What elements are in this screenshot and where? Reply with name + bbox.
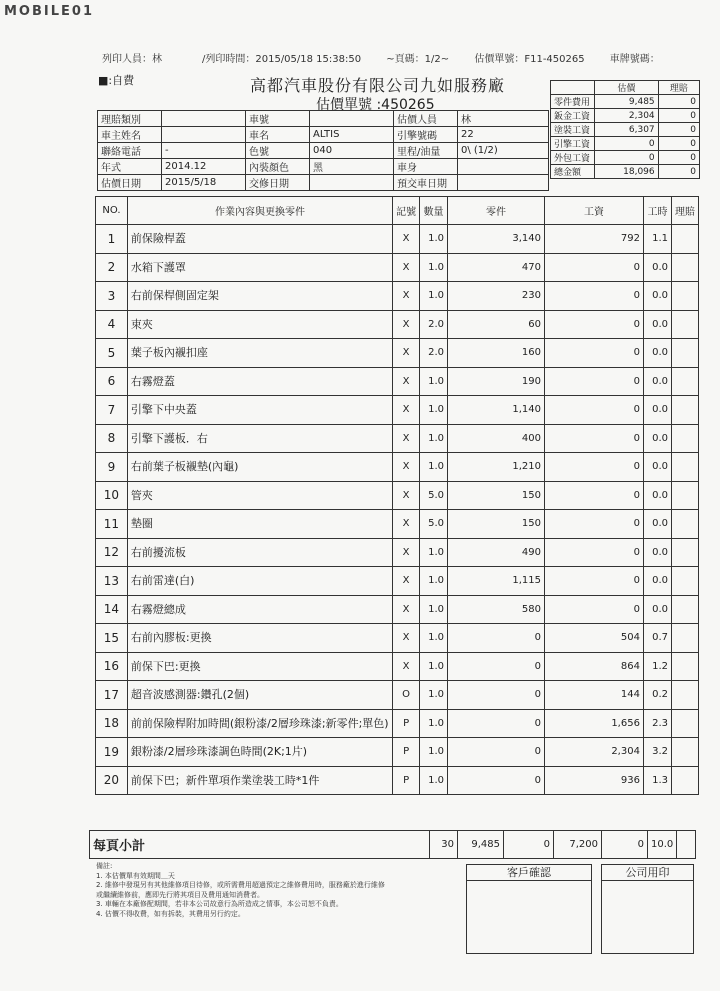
row-labor: 0 [545,282,644,311]
row-labor: 936 [545,766,644,795]
summary-header-estimate: 估價 [595,81,659,95]
row-hours: 0.0 [643,510,671,539]
table-row [96,567,699,596]
row-labor: 0 [545,481,644,510]
row-item: 前保下巴:更換 [127,652,392,681]
row-parts: 150 [448,481,545,510]
table-row [96,738,699,767]
company-stamp-box [601,864,694,954]
subtotal-parts: 9,485 [458,831,504,859]
summary-estimate: 9,485 [595,95,659,109]
row-no: 1 [96,225,128,254]
row-parts: 400 [448,424,545,453]
watermark-logo: MOBILE01 [4,4,94,19]
row-parts: 3,140 [448,225,545,254]
row-labor: 0 [545,424,644,453]
row-mark: X [393,339,420,368]
info-value: 2015/5/18 [162,175,246,191]
table-row [96,624,699,653]
row-claim [672,424,699,453]
row-parts: 1,140 [448,396,545,425]
col-header-parts: 零件 [448,197,545,225]
row-qty: 1.0 [420,538,448,567]
row-no: 9 [96,453,128,482]
row-qty: 1.0 [420,709,448,738]
table-row [96,367,699,396]
row-mark: P [393,709,420,738]
row-item: 墊圈 [127,510,392,539]
estimate-number-top: 估價單號：F11-450265 [474,54,585,65]
row-labor: 0 [545,253,644,282]
row-item: 右霧燈蓋 [127,367,392,396]
row-hours: 2.3 [643,709,671,738]
subtotal-parts-claim: 0 [504,831,554,859]
row-claim [672,510,699,539]
row-mark: X [393,481,420,510]
summary-claim: 0 [658,137,699,151]
info-value: 林 [458,111,549,127]
row-item: 銀粉漆/2層珍珠漆調色時間(2K;1片) [127,738,392,767]
row-claim [672,652,699,681]
row-qty: 1.0 [420,225,448,254]
row-qty: 1.0 [420,595,448,624]
row-parts: 0 [448,738,545,767]
row-qty: 1.0 [420,253,448,282]
row-claim [672,339,699,368]
table-row [96,766,699,795]
row-claim [672,624,699,653]
row-qty: 1.0 [420,453,448,482]
page-number: ~頁碼：1/2~ [386,54,450,65]
summary-header-claim: 理賠 [658,81,699,95]
cost-summary-table [550,80,700,179]
table-row [96,510,699,539]
row-item: 右前保桿側固定架 [127,282,392,311]
plate-number-label: 車牌號碼： [609,54,660,65]
row-parts: 0 [448,709,545,738]
table-row [96,481,699,510]
row-claim [672,367,699,396]
info-value [458,159,549,175]
row-parts: 1,115 [448,567,545,596]
table-row [96,595,699,624]
row-parts: 1,210 [448,453,545,482]
row-item: 右前雷達(白) [127,567,392,596]
subtotal-labor-claim: 0 [602,831,648,859]
table-row [96,652,699,681]
info-label: 車身 [394,159,458,175]
info-label: 里程/油量 [394,143,458,159]
customer-confirm-label: 客戶確認 [467,865,591,881]
row-labor: 0 [545,510,644,539]
info-label: 年式 [98,159,162,175]
printer-label: 列印人員：林 [102,54,162,65]
row-hours: 0.0 [643,453,671,482]
row-no: 10 [96,481,128,510]
row-parts: 0 [448,681,545,710]
row-qty: 1.0 [420,652,448,681]
subtotal-qty: 30 [430,831,458,859]
row-no: 17 [96,681,128,710]
row-claim [672,681,699,710]
row-qty: 1.0 [420,567,448,596]
row-no: 13 [96,567,128,596]
summary-claim: 0 [658,123,699,137]
row-qty: 2.0 [420,339,448,368]
self-pay-label: ■:自費 [98,74,135,87]
summary-label: 總金額 [551,165,595,179]
row-no: 19 [96,738,128,767]
info-label: 色號 [246,143,310,159]
table-row [96,709,699,738]
info-label: 預交車日期 [394,175,458,191]
row-no: 5 [96,339,128,368]
info-label: 車號 [246,111,310,127]
row-parts: 470 [448,253,545,282]
summary-estimate: 18,096 [595,165,659,179]
row-parts: 580 [448,595,545,624]
print-info-line [102,50,682,65]
info-value: 黑 [310,159,394,175]
row-parts: 160 [448,339,545,368]
info-label: 估價人員 [394,111,458,127]
col-header-item: 作業內容與更換零件 [127,197,392,225]
summary-claim: 0 [658,95,699,109]
row-hours: 0.0 [643,396,671,425]
row-claim [672,396,699,425]
row-qty: 1.0 [420,367,448,396]
row-labor: 0 [545,339,644,368]
summary-claim: 0 [658,109,699,123]
row-claim [672,766,699,795]
row-labor: 1,656 [545,709,644,738]
summary-claim: 0 [658,151,699,165]
table-row [96,225,699,254]
row-qty: 1.0 [420,738,448,767]
row-claim [672,567,699,596]
info-value [162,111,246,127]
row-no: 12 [96,538,128,567]
row-no: 7 [96,396,128,425]
row-parts: 190 [448,367,545,396]
row-hours: 1.3 [643,766,671,795]
info-label: 車名 [246,127,310,143]
row-qty: 1.0 [420,424,448,453]
row-labor: 0 [545,538,644,567]
row-item: 前前保險桿附加時間(銀粉漆/2層珍珠漆;新零件;單色) [127,709,392,738]
row-claim [672,310,699,339]
row-mark: X [393,510,420,539]
subtotal-label: 每頁小計 [90,831,430,859]
subtotal-claim [677,831,696,859]
row-item: 超音波感測器:鑽孔(2個) [127,681,392,710]
summary-estimate: 2,304 [595,109,659,123]
info-label: 交修日期 [246,175,310,191]
row-mark: X [393,538,420,567]
row-claim [672,282,699,311]
summary-label: 鈑金工資 [551,109,595,123]
summary-label: 塗裝工資 [551,123,595,137]
table-row [96,453,699,482]
row-mark: X [393,310,420,339]
row-parts: 0 [448,624,545,653]
row-mark: X [393,567,420,596]
row-hours: 0.0 [643,367,671,396]
work-items-table [95,196,699,795]
row-item: 水箱下護罩 [127,253,392,282]
info-value [458,175,549,191]
company-stamp-label: 公司用印 [602,865,693,881]
info-value: 22 [458,127,549,143]
notes-title: 備註: [96,862,113,870]
row-claim [672,253,699,282]
row-hours: 0.0 [643,310,671,339]
vehicle-info-table [97,110,549,191]
summary-label: 零件費用 [551,95,595,109]
info-label: 聯絡電話 [98,143,162,159]
row-no: 8 [96,424,128,453]
row-claim [672,595,699,624]
row-mark: X [393,282,420,311]
row-claim [672,453,699,482]
row-mark: X [393,595,420,624]
row-hours: 0.0 [643,481,671,510]
row-hours: 0.7 [643,624,671,653]
row-item: 前保下巴；新件單項作業塗裝工時*1件 [127,766,392,795]
row-mark: X [393,367,420,396]
row-item: 右霧燈總成 [127,595,392,624]
info-value [162,127,246,143]
summary-claim: 0 [658,165,699,179]
row-item: 管夾 [127,481,392,510]
row-hours: 0.0 [643,253,671,282]
info-value: 2014.12 [162,159,246,175]
row-no: 20 [96,766,128,795]
summary-header-blank [551,81,595,95]
table-row [96,424,699,453]
row-item: 引擎下中央蓋 [127,396,392,425]
row-labor: 0 [545,310,644,339]
row-no: 2 [96,253,128,282]
row-qty: 2.0 [420,310,448,339]
row-hours: 0.0 [643,567,671,596]
row-qty: 5.0 [420,481,448,510]
info-label: 理賠類別 [98,111,162,127]
table-row [96,339,699,368]
col-header-no: NO. [96,197,128,225]
note-line: 3. 車輛在本廠修配期間，若非本公司故意行為所造成之情事，本公司恕不負責。 [96,900,343,908]
row-mark: P [393,738,420,767]
col-header-hours: 工時 [643,197,671,225]
row-mark: X [393,624,420,653]
row-hours: 0.0 [643,424,671,453]
row-parts: 0 [448,766,545,795]
table-row [96,253,699,282]
row-labor: 0 [545,595,644,624]
row-hours: 3.2 [643,738,671,767]
estimate-number-title: 估價單號 :450265 [316,97,435,113]
note-line: 1. 本估價單有效期間＿天 [96,871,175,880]
info-label: 引擎號碼 [394,127,458,143]
row-no: 16 [96,652,128,681]
col-header-claim: 理賠 [672,197,699,225]
row-labor: 0 [545,367,644,396]
row-labor: 864 [545,652,644,681]
row-parts: 60 [448,310,545,339]
col-header-mark: 記號 [393,197,420,225]
row-no: 11 [96,510,128,539]
info-label: 車主姓名 [98,127,162,143]
row-hours: 1.1 [643,225,671,254]
row-qty: 1.0 [420,681,448,710]
row-claim [672,481,699,510]
row-labor: 144 [545,681,644,710]
table-row [96,396,699,425]
row-claim [672,538,699,567]
summary-label: 引擎工資 [551,137,595,151]
summary-estimate: 0 [595,151,659,165]
info-value: ALTIS [310,127,394,143]
row-claim [672,225,699,254]
row-no: 4 [96,310,128,339]
summary-label: 外包工資 [551,151,595,165]
row-item: 引擎下護板．右 [127,424,392,453]
row-mark: X [393,253,420,282]
row-parts: 0 [448,652,545,681]
page-subtotal-table [89,830,696,859]
row-item: 束夾 [127,310,392,339]
row-parts: 230 [448,282,545,311]
row-qty: 1.0 [420,624,448,653]
info-value [310,175,394,191]
note-line: 或繼續維修前，應即先行將其項目及費用通知消費者。 [96,890,264,899]
table-row [96,282,699,311]
print-time: /列印時間：2015/05/18 15:38:50 [202,54,362,65]
row-no: 15 [96,624,128,653]
row-labor: 0 [545,453,644,482]
info-value: 040 [310,143,394,159]
row-no: 6 [96,367,128,396]
row-labor: 792 [545,225,644,254]
row-mark: X [393,424,420,453]
row-mark: X [393,453,420,482]
row-qty: 1.0 [420,396,448,425]
row-qty: 1.0 [420,282,448,311]
table-row [96,681,699,710]
note-line: 2. 維修中發現另有其他維修項目待修，或所需費用超過預定之維修費用時，服務廠於進行維修 [96,881,385,889]
row-claim [672,709,699,738]
row-item: 葉子板內襯扣座 [127,339,392,368]
row-item: 右前內膠板:更換 [127,624,392,653]
row-mark: X [393,225,420,254]
row-no: 18 [96,709,128,738]
row-parts: 150 [448,510,545,539]
summary-estimate: 0 [595,137,659,151]
row-qty: 1.0 [420,766,448,795]
row-no: 14 [96,595,128,624]
row-hours: 1.2 [643,652,671,681]
row-hours: 0.0 [643,282,671,311]
info-value: 0\ (1/2) [458,143,549,159]
info-value: - [162,143,246,159]
col-header-labor: 工資 [545,197,644,225]
row-qty: 5.0 [420,510,448,539]
table-row [96,538,699,567]
subtotal-hours: 10.0 [648,831,677,859]
col-header-qty: 數量 [420,197,448,225]
row-mark: X [393,396,420,425]
row-claim [672,738,699,767]
row-item: 前保險桿蓋 [127,225,392,254]
row-labor: 504 [545,624,644,653]
subtotal-labor: 7,200 [554,831,602,859]
row-item: 右前擾流板 [127,538,392,567]
row-hours: 0.2 [643,681,671,710]
company-name: 高都汽車股份有限公司九如服務廠 [250,76,506,95]
customer-confirm-box [466,864,592,954]
row-hours: 0.0 [643,538,671,567]
row-labor: 0 [545,567,644,596]
row-parts: 490 [448,538,545,567]
row-labor: 2,304 [545,738,644,767]
row-hours: 0.0 [643,595,671,624]
row-mark: X [393,652,420,681]
row-hours: 0.0 [643,339,671,368]
row-labor: 0 [545,396,644,425]
info-label: 估價日期 [98,175,162,191]
table-row [96,310,699,339]
row-no: 3 [96,282,128,311]
info-label: 內裝顏色 [246,159,310,175]
info-value [310,111,394,127]
summary-estimate: 6,307 [595,123,659,137]
row-mark: O [393,681,420,710]
notes-section [96,862,456,919]
note-line: 4. 估價不得收費，如有拆裝，其費用另行約定。 [96,909,245,918]
row-mark: P [393,766,420,795]
row-item: 右前葉子板襯墊(內龜) [127,453,392,482]
